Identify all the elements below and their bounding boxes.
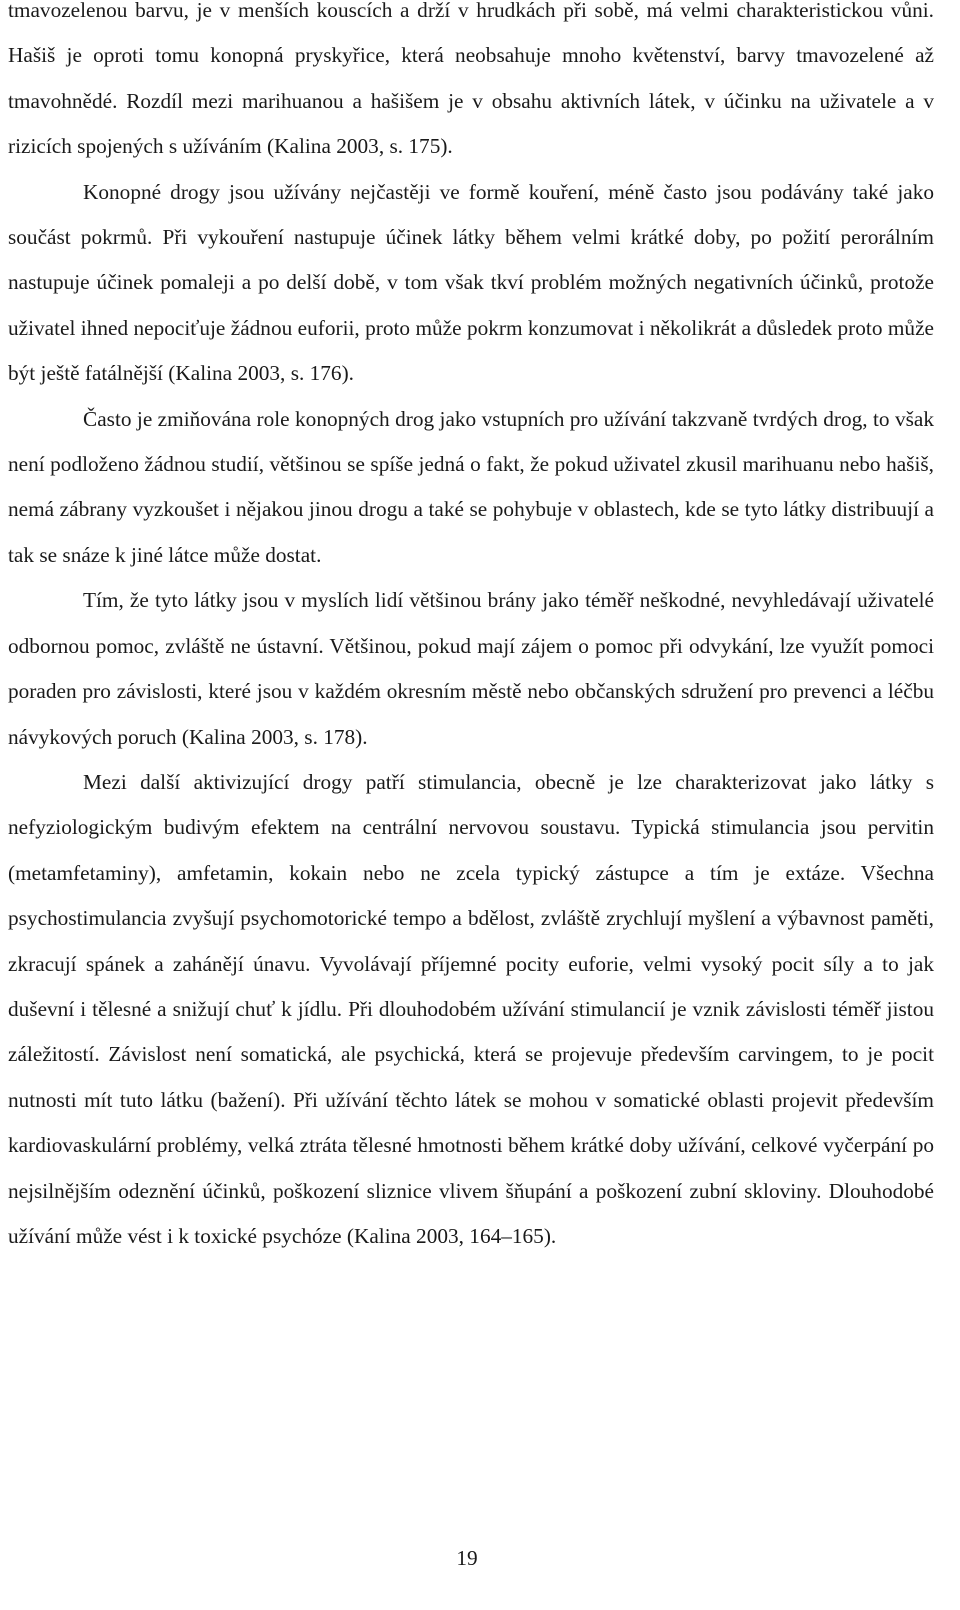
paragraph-cannabis-use: Konopné drogy jsou užívány nejčastěji ve formě kouření, méně často jsou podávány také jako součást pokrmů. Při vykouření nastupuje účinek látky během velmi krátké doby, po požití perorálním nastupuje účinek pomaleji a po delší době, v tom však tkví problém možných negativních účinků, protože uživatel ihned nepociťuje žádnou euforii, proto může pokrm konzumovat i několikrát a důsledek proto může být ještě fatálnější (Kalina 2003, s. 176). <box>8 179 934 386</box>
document-page <box>8 0 934 1259</box>
paragraph-gateway-drugs: Často je zmiňována role konopných drog jako vstupních pro užívání takzvaně tvrdých drog, to však není podloženo žádnou studií, většinou se spíše jedná o fakt, že pokud uživatel zkusil marihuanu nebo hašiš, nemá zábrany vyzkoušet i nějakou jinou drogu a také se pohybuje v oblastech, kde se tyto látky distribuují a tak se snáze k jiné látce může dostat. <box>8 406 934 567</box>
paragraph-stimulants: Mezi další aktivizující drogy patří stimulancia, obecně je lze charakterizovat jako látky s nefyziologickým budivým efektem na centrální nervovou soustavu. Typická stimulancia jsou pervitin (metamfetaminy), amfetamin, kokain nebo ne zcela typický zástupce a tím je extáze. Všechna psychostimulancia zvyšují psychomotorické tempo a bdělost, zvláště zrychlují myšlení a výbavnost paměti, zkracují spánek a zahánějí únavu. Vyvolávají příjemné pocity euforie, velmi vysoký pocit síly a to jak duševní i tělesné a snižují chuť k jídlu. Při dlouhodobém užívání stimulancií je vznik závislosti téměř jistou záležitostí. Závislost není somatická, ale psychická, která se projevuje především carvingem, to je pocit nutnosti mít tuto látku (bažení). Při užívání těchto látek se mohou v somatické oblasti projevit především kardiovaskulární problémy, velká ztráta tělesné hmotnosti během krátké doby užívání, celkové vyčerpání po nejsilnějším odeznění účinků, poškození sliznice vlivem šňupání a poškození zubní skloviny. Dlouhodobé užívání může vést i k toxické psychóze (Kalina 2003, 164–165). <box>8 769 934 1248</box>
page-number: 19 <box>456 1546 478 1570</box>
paragraph-treatment: Tím, že tyto látky jsou v myslích lidí většinou brány jako téměř neškodné, nevyhledávají uživatelé odbornou pomoc, zvláště ne ústavní. Většinou, pokud mají zájem o pomoc při odvykání, lze využít pomoci poraden pro závislosti, které jsou v každém okresním městě nebo občanských sdružení pro prevenci a léčbu návykových poruch (Kalina 2003, s. 178). <box>8 588 934 749</box>
paragraph-cannabis-description: tmavozelenou barvu, je v menších kouscích a drží v hrudkách při sobě, má velmi charakteristickou vůni. Hašiš je oproti tomu konopná pryskyřice, která neobsahuje mnoho květenství, barvy tmavozelené až tmavohnědé. Rozdíl mezi marihuanou a hašišem je v obsahu aktivních látek, v účinku na uživatele a v rizicích spojených s užíváním (Kalina 2003, s. 175). <box>8 0 934 159</box>
